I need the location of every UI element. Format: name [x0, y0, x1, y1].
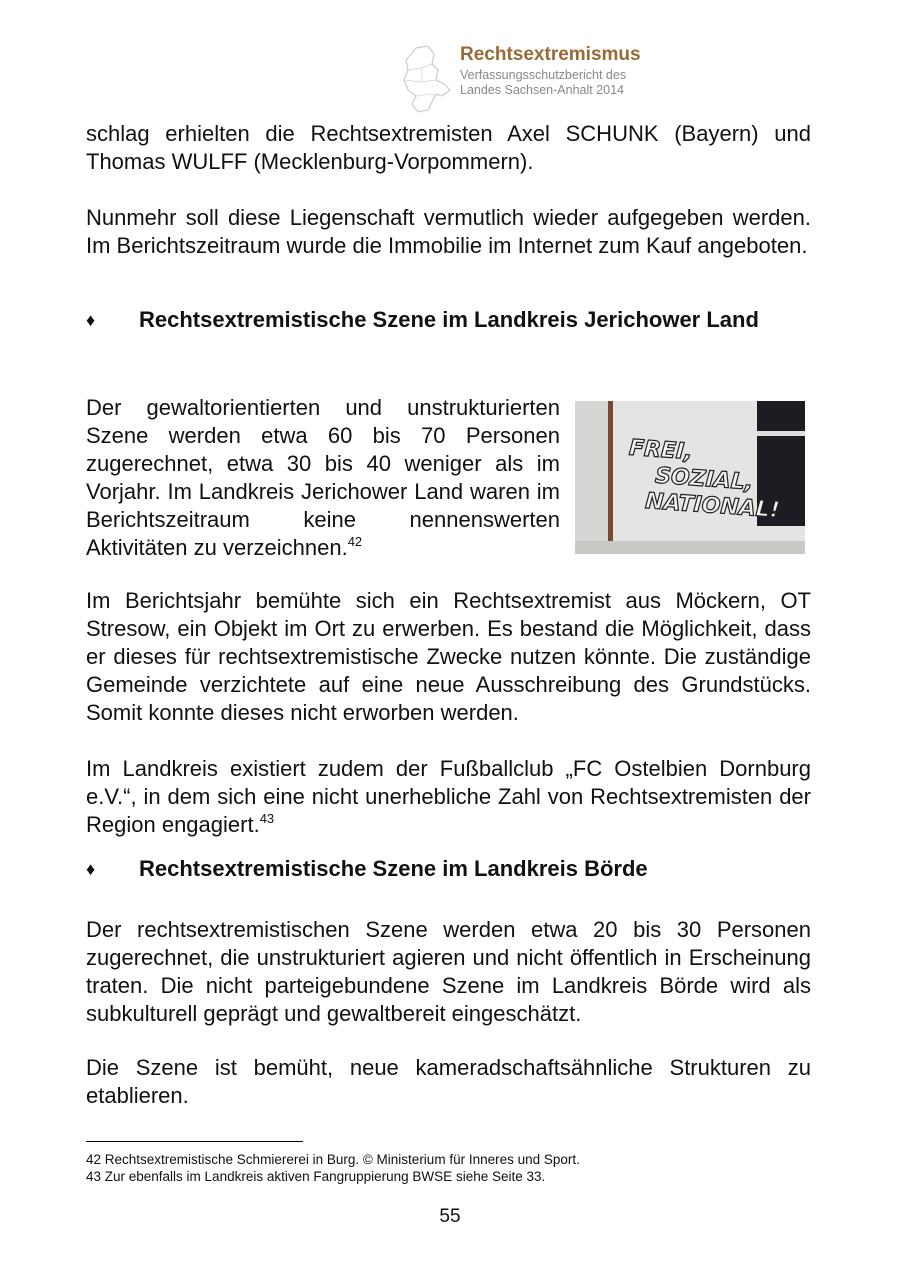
paragraph: schlag erhielten die Rechtsextremisten Axel SCHUNK (Bayern) und Thomas WULFF (Mecklenburg-Vorpommern).	[86, 121, 811, 174]
diamond-bullet-icon: ♦	[86, 859, 96, 879]
section-heading-text: Rechtsextremistische Szene im Landkreis Börde	[139, 856, 648, 881]
paragraph-text: Der gewaltorientierten und unstrukturierten Szene werden etwa 60 bis 70 Personen zugerechnet, etwa 30 bis 40 weniger als im Vorjahr. Im Landkreis Jerichower Land waren im Berichtszeitraum keine nennenswerten Aktivitäten zu verzeichnen.	[86, 395, 560, 560]
paragraph: Im Berichtsjahr bemühte sich ein Rechtsextremist aus Möckern, OT Stresow, ein Objekt im Ort zu erwerben. Es bestand die Möglichkeit, dass er dieses für rechtsextremistische Zwecke nutzen könnte. Die zuständige Gemeinde verzichtete auf eine neue Ausschreibung des Grundstücks. Somit konnte dieses nicht erworben werden.	[86, 588, 811, 725]
header-subtitle-line1: Verfassungsschutzbericht des	[460, 68, 627, 82]
footnote: 42 Rechtsextremistische Schmiererei in Burg. © Ministerium für Inneres und Sport.	[86, 1152, 580, 1167]
graffiti-text: NATIONAL!	[644, 488, 781, 524]
paragraph: Die Szene ist bemüht, neue kameradschaftsähnliche Strukturen zu etablieren.	[86, 1055, 811, 1108]
page-number: 55	[439, 1206, 461, 1227]
diamond-bullet-icon: ♦	[86, 310, 96, 330]
page-header	[398, 44, 698, 114]
paragraph	[86, 394, 560, 562]
graffiti-text: SOZIAL,	[654, 463, 754, 496]
paragraph	[86, 755, 811, 839]
paragraph: Nunmehr soll diese Liegenschaft vermutlich wieder aufgegeben werden. Im Berichtszeitraum wurde die Immobilie im Internet zum Kauf angeboten.	[86, 205, 811, 258]
graffiti-photo	[575, 401, 805, 554]
saxony-anhalt-map-logo	[398, 44, 458, 114]
header-title: Rechtsextremismus	[460, 44, 641, 65]
footnote-ref: 43	[259, 811, 275, 826]
header-subtitle-line2: Landes Sachsen-Anhalt 2014	[460, 83, 625, 97]
paragraph-text: Im Landkreis existiert zudem der Fußballclub „FC Ostelbien Dornburg e.V.“, in dem sich eine nicht unerhebliche Zahl von Rechtsextremisten der Region engagiert.	[86, 756, 811, 837]
footnote-divider	[86, 1141, 303, 1142]
footnote-ref: 42	[347, 534, 363, 549]
paragraph: Der rechtsextremistischen Szene werden etwa 20 bis 30 Personen zugerechnet, die unstrukturiert agieren und nicht öffentlich in Erscheinung traten. Die nicht parteigebundene Szene im Landkreis Börde wird als subkulturell geprägt und gewaltbereit eingeschätzt.	[86, 917, 811, 1026]
section-heading-text: Rechtsextremistische Szene im Landkreis Jerichower Land	[139, 307, 759, 332]
header-subtitle	[460, 68, 626, 98]
footnote: 43 Zur ebenfalls im Landkreis aktiven Fangruppierung BWSE siehe Seite 33.	[86, 1169, 546, 1184]
graffiti-text: FREI,	[628, 435, 694, 466]
